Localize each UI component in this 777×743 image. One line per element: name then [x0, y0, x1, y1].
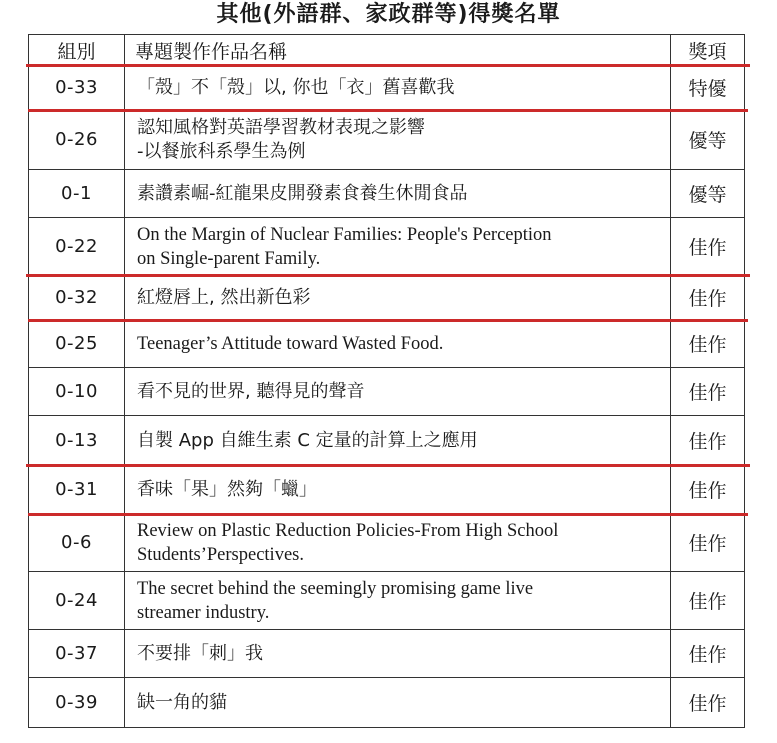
row-award: 佳作	[671, 678, 745, 728]
row-award: 佳作	[671, 572, 745, 630]
row-code: 0-1	[29, 170, 125, 218]
row-award: 佳作	[671, 276, 745, 320]
table-row	[29, 170, 745, 218]
row-award: 特優	[671, 66, 745, 110]
page-title: 其他(外語群、家政群等)得獎名單	[216, 2, 561, 27]
row-award: 佳作	[671, 416, 745, 466]
row-title: 自製 App 自維生素 C 定量的計算上之應用	[125, 416, 671, 466]
row-code: 0-37	[29, 630, 125, 678]
header-award: 獎項	[671, 35, 745, 66]
row-code: 0-6	[29, 514, 125, 572]
row-title: 素讚素崛-紅龍果皮開發素食養生休閒食品	[125, 170, 671, 218]
row-code: 0-33	[29, 66, 125, 110]
row-title: 紅燈唇上, 然出新色彩	[125, 276, 671, 320]
table-row	[29, 276, 745, 320]
row-code: 0-22	[29, 218, 125, 276]
row-code: 0-39	[29, 678, 125, 728]
table-row	[29, 630, 745, 678]
row-award: 優等	[671, 110, 745, 170]
row-title: On the Margin of Nuclear Families: People's Perception on Single-parent Family.	[125, 218, 671, 276]
table-row	[29, 66, 745, 110]
row-title: 看不見的世界, 聽得見的聲音	[125, 368, 671, 416]
row-title: 「殼」不「殼」以, 你也「衣」舊喜歡我	[125, 66, 671, 110]
row-code: 0-26	[29, 110, 125, 170]
table-row	[29, 514, 745, 572]
row-title: 缺一角的貓	[125, 678, 671, 728]
table-row	[29, 466, 745, 514]
row-award: 佳作	[671, 466, 745, 514]
table-row	[29, 572, 745, 630]
table-header-row	[29, 35, 745, 66]
row-title: Review on Plastic Reduction Policies-From High School Students’Perspectives.	[125, 514, 671, 572]
row-award: 優等	[671, 170, 745, 218]
row-code: 0-32	[29, 276, 125, 320]
table-row	[29, 678, 745, 728]
header-code: 組別	[29, 35, 125, 66]
row-award: 佳作	[671, 630, 745, 678]
header-project: 專題製作作品名稱	[125, 35, 671, 66]
row-award: 佳作	[671, 320, 745, 368]
row-title: 香味「果」然夠「蠟」	[125, 466, 671, 514]
row-award: 佳作	[671, 514, 745, 572]
row-title: 認知風格對英語學習教材表現之影響 -以餐旅科系學生為例	[125, 110, 671, 170]
row-award: 佳作	[671, 368, 745, 416]
row-title: The secret behind the seemingly promising game live streamer industry.	[125, 572, 671, 630]
award-table	[28, 34, 745, 728]
row-title: Teenager’s Attitude toward Wasted Food.	[125, 320, 671, 368]
row-code: 0-25	[29, 320, 125, 368]
row-code: 0-10	[29, 368, 125, 416]
table-row	[29, 416, 745, 466]
row-code: 0-31	[29, 466, 125, 514]
row-code: 0-24	[29, 572, 125, 630]
table-row	[29, 110, 745, 170]
table-row	[29, 218, 745, 276]
row-award: 佳作	[671, 218, 745, 276]
table-row	[29, 320, 745, 368]
row-code: 0-13	[29, 416, 125, 466]
row-title: 不要排「刺」我	[125, 630, 671, 678]
table-row	[29, 368, 745, 416]
